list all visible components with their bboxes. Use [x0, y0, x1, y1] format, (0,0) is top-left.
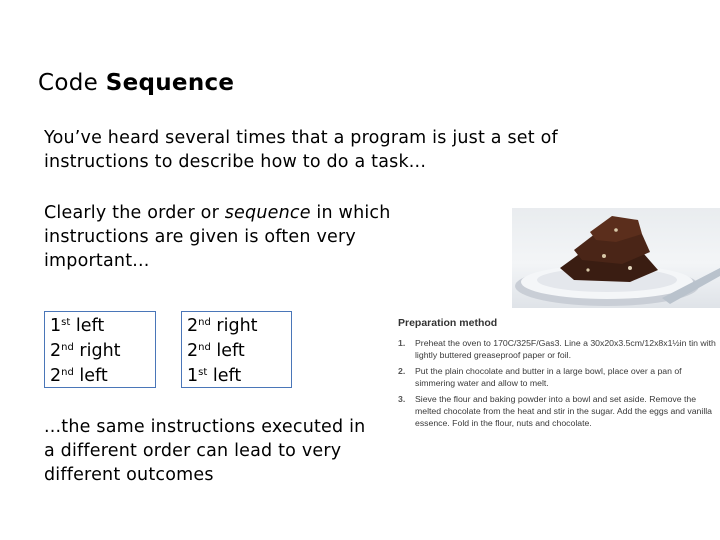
order-text-before: Clearly the order or	[44, 203, 225, 223]
instruction-box-1	[44, 311, 156, 388]
recipe-excerpt	[398, 317, 716, 434]
order-text-emphasis: sequence	[224, 203, 311, 223]
order-text	[44, 201, 404, 273]
brownie-image	[512, 208, 720, 308]
instruction-line: 1st left	[187, 366, 242, 386]
intro-text: You’ve heard several times that a program is just a set of instructions to describe how to do a task...	[44, 128, 558, 172]
order-text-after: in which instructions are given is often very important...	[44, 203, 391, 271]
instruction-line: 2nd right	[187, 316, 258, 336]
instruction-line: 2nd left	[50, 366, 108, 386]
recipe-step: 2. Put the plain chocolate and butter in a large bowl, place over a pan of simmering water and allow to melt.	[398, 366, 682, 388]
outcome-text: ...the same instructions executed in a different order can lead to very different outcomes	[44, 417, 366, 485]
instruction-line: 1st left	[50, 316, 105, 336]
slide-title	[38, 70, 234, 96]
recipe-step: 1. Preheat the oven to 170C/325F/Gas3. Line a 30x20x3.5cm/12x8x1½in tin with lightly buttered greaseproof paper or foil.	[398, 338, 716, 360]
instruction-line: 2nd left	[187, 341, 245, 361]
instruction-line: 2nd right	[50, 341, 121, 361]
brownie-photo	[512, 208, 720, 308]
recipe-heading: Preparation method	[398, 317, 498, 329]
recipe-steps	[398, 338, 716, 429]
recipe-step: 3. Sieve the flour and baking powder into a bowl and set aside. Remove the melted chocolate from the heat and stir in the sugar. Add the eggs and vanilla essence. Fold in the flour, nuts and chocolate.	[398, 394, 713, 428]
instruction-box-2	[181, 311, 292, 388]
title-bold: Sequence	[105, 70, 235, 96]
title-plain: Code	[38, 70, 99, 96]
